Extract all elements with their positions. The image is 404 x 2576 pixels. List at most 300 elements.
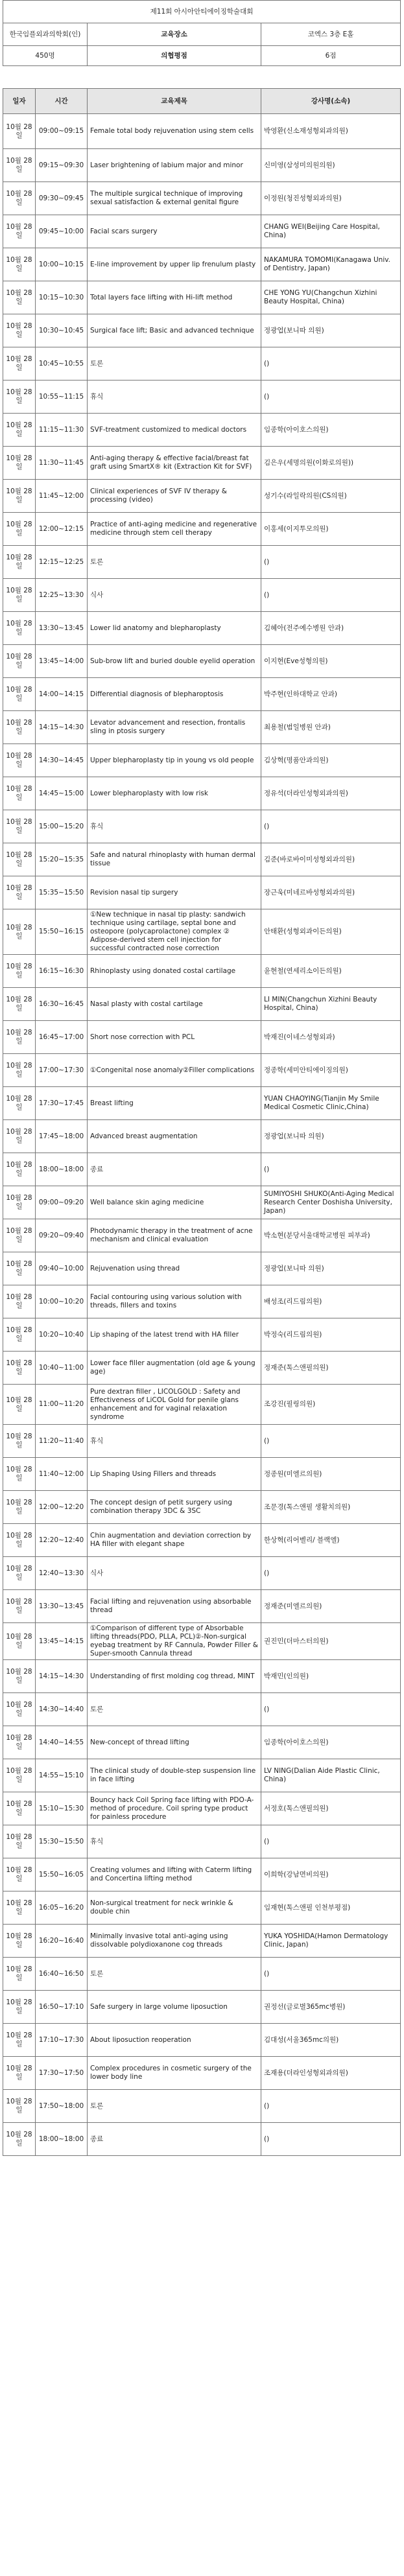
session-date: 10월 28일 — [3, 1660, 36, 1693]
session-time: 10:40~11:00 — [36, 1352, 88, 1385]
session-time: 09:00~09:20 — [36, 1186, 88, 1219]
session-date: 10월 28일 — [3, 645, 36, 678]
session-time: 14:40~14:55 — [36, 1726, 88, 1759]
session-time: 12:00~12:15 — [36, 513, 88, 546]
session-title: Revision nasal tip surgery — [88, 876, 261, 909]
session-title: Upper blepharoplasty tip in young vs old people — [88, 744, 261, 777]
session-title: Differential diagnosis of blepharoptosis — [88, 678, 261, 711]
session-row — [3, 843, 401, 876]
col-header-date: 일자 — [3, 89, 36, 114]
session-title: 종료 — [88, 1153, 261, 1186]
session-date: 10월 28일 — [3, 1186, 36, 1219]
session-title: Laser brightening of labium major and minor — [88, 149, 261, 182]
session-time: 18:00~18:00 — [36, 2123, 88, 2156]
session-time: 12:20~12:40 — [36, 1524, 88, 1557]
session-speaker: 조강진(필링의원) — [261, 1385, 401, 1425]
session-time: 13:30~13:45 — [36, 1590, 88, 1623]
session-title: ①Comparison of different type of Absorbable lifting threads(PDO, PLLA, PCL)②-Non-surgical eyebag treatment by RF Cannula, Powder Filler & Super-smooth Cannula thread — [88, 1623, 261, 1660]
session-speaker: 김혜아(전주예수병원 안과) — [261, 612, 401, 645]
session-row — [3, 1054, 401, 1087]
session-row — [3, 381, 401, 414]
session-speaker: 서정호(톡스앤필의원) — [261, 1792, 401, 1825]
session-title: Lower blepharoplasty with low risk — [88, 777, 261, 810]
session-speaker: 한상혁(리어벨리/ 블랙엘) — [261, 1524, 401, 1557]
session-speaker: SUMIYOSHI SHUKO(Anti-Aging Medical Research Center Doshisha University, Japan) — [261, 1186, 401, 1219]
session-time: 17:10~17:30 — [36, 2024, 88, 2057]
title-row — [3, 1, 401, 23]
session-speaker: LI MIN(Changchun Xizhini Beauty Hospital, China) — [261, 988, 401, 1021]
session-row — [3, 1792, 401, 1825]
session-date: 10월 28일 — [3, 843, 36, 876]
session-title: Advanced breast augmentation — [88, 1120, 261, 1153]
session-date: 10월 28일 — [3, 1318, 36, 1352]
session-row — [3, 513, 401, 546]
session-row — [3, 1825, 401, 1858]
session-date: 10월 28일 — [3, 711, 36, 744]
session-title: About liposuction reoperation — [88, 2024, 261, 2057]
session-title: 식사 — [88, 579, 261, 612]
session-row — [3, 1524, 401, 1557]
session-title: Facial lifting and rejuvenation using absorbable thread — [88, 1590, 261, 1623]
session-row — [3, 314, 401, 347]
session-title: 휴식 — [88, 1425, 261, 1458]
session-speaker: 신미영(삼성미의원의원) — [261, 149, 401, 182]
session-speaker: () — [261, 1557, 401, 1590]
session-title: Rhinoplasty using donated costal cartilage — [88, 955, 261, 988]
session-date: 10월 28일 — [3, 149, 36, 182]
session-time: 09:15~09:30 — [36, 149, 88, 182]
session-title: Non-surgical treatment for neck wrinkle & double chin — [88, 1891, 261, 1925]
session-title: Safe and natural rhinoplasty with human dermal tissue — [88, 843, 261, 876]
session-time: 16:20~16:40 — [36, 1925, 88, 1958]
session-row — [3, 1385, 401, 1425]
session-row — [3, 2123, 401, 2156]
session-time: 09:20~09:40 — [36, 1219, 88, 1252]
session-speaker: 최용철(범일병원 안과) — [261, 711, 401, 744]
session-title: The clinical study of double-step suspension line in face lifting — [88, 1759, 261, 1792]
session-row — [3, 1252, 401, 1285]
session-speaker: 박재진(이네스성형외과) — [261, 1021, 401, 1054]
session-title: Minimally invasive total anti-aging using dissolvable polydioxanone cog threads — [88, 1925, 261, 1958]
session-title: 식사 — [88, 1557, 261, 1590]
session-date: 10월 28일 — [3, 1219, 36, 1252]
session-speaker: 정재준(톡스앤필의원) — [261, 1352, 401, 1385]
session-date: 10월 28일 — [3, 1120, 36, 1153]
session-date: 10월 28일 — [3, 1087, 36, 1120]
session-speaker: 이지현(Eve성형의원) — [261, 645, 401, 678]
session-time: 10:30~10:45 — [36, 314, 88, 347]
session-title: Safe surgery in large volume liposuction — [88, 1991, 261, 2024]
session-row — [3, 988, 401, 1021]
session-row — [3, 1991, 401, 2024]
session-time: 11:15~11:30 — [36, 414, 88, 447]
session-speaker: 장근욱(미네르바성형외과의원) — [261, 876, 401, 909]
session-row — [3, 1925, 401, 1958]
session-row — [3, 744, 401, 777]
session-time: 11:20~11:40 — [36, 1425, 88, 1458]
session-row — [3, 1285, 401, 1318]
session-speaker: 임종학(아이호스의원) — [261, 414, 401, 447]
session-speaker: () — [261, 1693, 401, 1726]
session-speaker: 권진민(더마스터의원) — [261, 1623, 401, 1660]
session-time: 14:30~14:45 — [36, 744, 88, 777]
edu-place-value: 코엑스 3층 E홀 — [261, 23, 401, 46]
session-date: 10월 28일 — [3, 579, 36, 612]
session-row — [3, 1021, 401, 1054]
session-speaker: 배성조(리드림의원) — [261, 1285, 401, 1318]
session-time: 17:00~17:30 — [36, 1054, 88, 1087]
session-time: 15:00~15:20 — [36, 810, 88, 843]
session-date: 10월 28일 — [3, 447, 36, 480]
session-row — [3, 1087, 401, 1120]
session-title: Lip Shaping Using Fillers and threads — [88, 1458, 261, 1491]
session-row — [3, 546, 401, 579]
session-time: 15:50~16:15 — [36, 909, 88, 955]
col-header-time: 시간 — [36, 89, 88, 114]
session-title: 휴식 — [88, 1825, 261, 1858]
session-date: 10월 28일 — [3, 1891, 36, 1925]
session-speaker: 김대성(서울365mc의원) — [261, 2024, 401, 2057]
session-time: 17:45~18:00 — [36, 1120, 88, 1153]
session-date: 10월 28일 — [3, 1958, 36, 1991]
session-time: 11:30~11:45 — [36, 447, 88, 480]
session-title: Levator advancement and resection, frontalis sling in ptosis surgery — [88, 711, 261, 744]
col-header-title: 교육제목 — [88, 89, 261, 114]
session-speaker: 김은우(세명의원(이화로의원)) — [261, 447, 401, 480]
session-speaker: 정유석(더라인성형외과의원) — [261, 777, 401, 810]
session-time: 14:00~14:15 — [36, 678, 88, 711]
session-speaker: 박영환(신소재성형외과의원) — [261, 114, 401, 149]
session-time: 09:40~10:00 — [36, 1252, 88, 1285]
session-row — [3, 1352, 401, 1385]
session-time: 10:15~10:30 — [36, 281, 88, 314]
session-row — [3, 579, 401, 612]
session-date: 10월 28일 — [3, 1352, 36, 1385]
session-title: ①New technique in nasal tip plasty: sandwich technique using cartilage, septal bone and osteopore (polycaprolactone) complex ② Adipose-derived stem cell injection for successful contracted nose correction — [88, 909, 261, 955]
session-row — [3, 1891, 401, 1925]
spacer-row — [3, 66, 401, 89]
session-date: 10월 28일 — [3, 513, 36, 546]
session-title: Well balance skin aging medicine — [88, 1186, 261, 1219]
session-speaker: () — [261, 2123, 401, 2156]
session-row — [3, 711, 401, 744]
schedule-table — [3, 0, 401, 2156]
session-date: 10월 28일 — [3, 281, 36, 314]
session-speaker: () — [261, 1425, 401, 1458]
session-time: 17:50~18:00 — [36, 2090, 88, 2123]
session-row — [3, 810, 401, 843]
session-speaker: () — [261, 546, 401, 579]
session-time: 17:30~17:45 — [36, 1087, 88, 1120]
session-row — [3, 1623, 401, 1660]
session-title: Lower lid anatomy and blepharoplasty — [88, 612, 261, 645]
session-title: Female total body rejuvenation using stem cells — [88, 114, 261, 149]
session-title: Chin augmentation and deviation correction by HA filler with elegant shape — [88, 1524, 261, 1557]
session-time: 09:00~09:15 — [36, 114, 88, 149]
session-date: 10월 28일 — [3, 1557, 36, 1590]
session-date: 10월 28일 — [3, 414, 36, 447]
session-row — [3, 955, 401, 988]
session-date: 10월 28일 — [3, 1252, 36, 1285]
session-title: Lower face filler augmentation (old age & young age) — [88, 1352, 261, 1385]
session-speaker: 박주현(인하대학교 안과) — [261, 678, 401, 711]
session-date: 10월 28일 — [3, 1623, 36, 1660]
session-title: 토론 — [88, 1693, 261, 1726]
session-row — [3, 1693, 401, 1726]
info-row-2 — [3, 46, 401, 66]
session-row — [3, 347, 401, 381]
session-speaker: 정광업(보니따 의원) — [261, 314, 401, 347]
document-title: 제11회 아시아안티에이징학술대회 — [3, 1, 401, 23]
session-speaker: 김상혁(명품안과의원) — [261, 744, 401, 777]
session-row — [3, 1660, 401, 1693]
session-time: 10:20~10:40 — [36, 1318, 88, 1352]
session-row — [3, 1120, 401, 1153]
session-time: 11:00~11:20 — [36, 1385, 88, 1425]
session-speaker: 성기수(라일락의원(CS의원) — [261, 480, 401, 513]
session-date: 10월 28일 — [3, 1285, 36, 1318]
session-date: 10월 28일 — [3, 876, 36, 909]
session-speaker: 임종학(아이호스의원) — [261, 1726, 401, 1759]
session-row — [3, 215, 401, 248]
session-time: 11:45~12:00 — [36, 480, 88, 513]
session-date: 10월 28일 — [3, 314, 36, 347]
session-row — [3, 909, 401, 955]
edu-place-label-text: 교육장소 — [161, 30, 187, 38]
session-title: 토론 — [88, 2090, 261, 2123]
session-date: 10월 28일 — [3, 114, 36, 149]
session-date: 10월 28일 — [3, 988, 36, 1021]
session-date: 10월 28일 — [3, 2057, 36, 2090]
session-speaker: CHE YONG YU(Changchun Xizhini Beauty Hospital, China) — [261, 281, 401, 314]
session-time: 16:45~17:00 — [36, 1021, 88, 1054]
session-date: 10월 28일 — [3, 248, 36, 281]
session-row — [3, 1958, 401, 1991]
session-date: 10월 28일 — [3, 381, 36, 414]
session-time: 16:05~16:20 — [36, 1891, 88, 1925]
session-date: 10월 28일 — [3, 1021, 36, 1054]
session-date: 10월 28일 — [3, 1458, 36, 1491]
session-time: 13:30~13:45 — [36, 612, 88, 645]
session-title: Rejuvenation using thread — [88, 1252, 261, 1285]
session-time: 12:40~13:30 — [36, 1557, 88, 1590]
session-time: 10:45~10:55 — [36, 347, 88, 381]
session-time: 10:55~11:15 — [36, 381, 88, 414]
session-date: 10월 28일 — [3, 810, 36, 843]
session-speaker: 정종원(미엘르의원) — [261, 1458, 401, 1491]
session-title: Clinical experiences of SVF IV therapy & processing (video) — [88, 480, 261, 513]
session-time: 15:10~15:30 — [36, 1792, 88, 1825]
session-date: 10월 28일 — [3, 215, 36, 248]
session-date: 10월 28일 — [3, 744, 36, 777]
session-row — [3, 1219, 401, 1252]
session-time: 14:45~15:00 — [36, 777, 88, 810]
session-speaker: 안태환(성형외과이든의원) — [261, 909, 401, 955]
credits-label: 의협평점 — [88, 46, 261, 66]
attendees-cell: 450명 — [3, 46, 88, 66]
session-date: 10월 28일 — [3, 678, 36, 711]
session-row — [3, 248, 401, 281]
session-speaker: 정재준(미엘르의원) — [261, 1590, 401, 1623]
session-row — [3, 777, 401, 810]
session-row — [3, 2024, 401, 2057]
session-row — [3, 876, 401, 909]
session-title: Complex procedures in cosmetic surgery of the lower body line — [88, 2057, 261, 2090]
session-title: Nasal plasty with costal cartilage — [88, 988, 261, 1021]
session-title: Facial scars surgery — [88, 215, 261, 248]
session-speaker: 정종학(세미안티에이징의원) — [261, 1054, 401, 1087]
session-title: SVF-treatment customized to medical doctors — [88, 414, 261, 447]
session-date: 10월 28일 — [3, 2024, 36, 2057]
session-time: 16:50~17:10 — [36, 1991, 88, 2024]
session-speaker: 이홍세(이지투모의원) — [261, 513, 401, 546]
session-speaker: 조문경(톡스앤필 생활치의원) — [261, 1491, 401, 1524]
session-title: Lip shaping of the latest trend with HA filler — [88, 1318, 261, 1352]
session-row — [3, 480, 401, 513]
session-speaker: () — [261, 1153, 401, 1186]
session-speaker: 박재민(인의원) — [261, 1660, 401, 1693]
session-date: 10월 28일 — [3, 1991, 36, 2024]
session-speaker: () — [261, 1958, 401, 1991]
session-date: 10월 28일 — [3, 2090, 36, 2123]
session-time: 15:35~15:50 — [36, 876, 88, 909]
session-speaker: 윤현철(연세리소이든의원) — [261, 955, 401, 988]
session-title: Photodynamic therapy in the treatment of acne mechanism and clinical evaluation — [88, 1219, 261, 1252]
session-time: 17:30~17:50 — [36, 2057, 88, 2090]
session-speaker: LV NING(Dalian Aide Plastic Clinic, China) — [261, 1759, 401, 1792]
session-time: 10:00~10:15 — [36, 248, 88, 281]
session-date: 10월 28일 — [3, 546, 36, 579]
session-title: Practice of anti-aging medicine and regenerative medicine through stem cell therapy — [88, 513, 261, 546]
session-row — [3, 1425, 401, 1458]
session-speaker: NAKAMURA TOMOMI(Kanagawa Univ. of Dentistry, Japan) — [261, 248, 401, 281]
session-speaker: 박소현(분당서울대학교병원 피부과) — [261, 1219, 401, 1252]
session-time: 14:55~15:10 — [36, 1759, 88, 1792]
session-title: Breast lifting — [88, 1087, 261, 1120]
session-time: 10:00~10:20 — [36, 1285, 88, 1318]
session-date: 10월 28일 — [3, 1385, 36, 1425]
session-title: Anti-aging therapy & effective facial/breast fat graft using SmartX® kit (Extraction Kit for SVF) — [88, 447, 261, 480]
session-time: 13:45~14:15 — [36, 1623, 88, 1660]
session-time: 09:45~10:00 — [36, 215, 88, 248]
session-time: 16:15~16:30 — [36, 955, 88, 988]
col-header-speaker: 강사명(소속) — [261, 89, 401, 114]
session-row — [3, 414, 401, 447]
session-date: 10월 28일 — [3, 1825, 36, 1858]
session-row — [3, 645, 401, 678]
session-row — [3, 281, 401, 314]
session-speaker: 정광업(보니따 의원) — [261, 1252, 401, 1285]
session-title: Short nose correction with PCL — [88, 1021, 261, 1054]
session-speaker: () — [261, 810, 401, 843]
session-row — [3, 1557, 401, 1590]
session-date: 10월 28일 — [3, 1153, 36, 1186]
session-row — [3, 1726, 401, 1759]
session-row — [3, 1318, 401, 1352]
session-title: Sub-brow lift and buried double eyelid operation — [88, 645, 261, 678]
session-title: Creating volumes and lifting with Caterm lifting and Concertina lifting method — [88, 1858, 261, 1891]
session-date: 10월 28일 — [3, 1759, 36, 1792]
session-date: 10월 28일 — [3, 612, 36, 645]
session-time: 12:00~12:20 — [36, 1491, 88, 1524]
session-speaker: () — [261, 579, 401, 612]
session-date: 10월 28일 — [3, 1425, 36, 1458]
session-row — [3, 149, 401, 182]
session-row — [3, 1759, 401, 1792]
column-header-row — [3, 89, 401, 114]
session-date: 10월 28일 — [3, 777, 36, 810]
session-title: New-concept of thread lifting — [88, 1726, 261, 1759]
session-title: Facial contouring using various solution with threads, fillers and toxins — [88, 1285, 261, 1318]
session-row — [3, 1186, 401, 1219]
session-date: 10월 28일 — [3, 182, 36, 215]
session-date: 10월 28일 — [3, 1693, 36, 1726]
session-speaker: 김준(바로바이미성형외과의원) — [261, 843, 401, 876]
session-row — [3, 114, 401, 149]
session-speaker: 이정원(청진성형외과의원) — [261, 182, 401, 215]
session-time: 12:25~13:30 — [36, 579, 88, 612]
session-title: 토론 — [88, 1958, 261, 1991]
session-date: 10월 28일 — [3, 2123, 36, 2156]
session-row — [3, 1458, 401, 1491]
session-time: 13:45~14:00 — [36, 645, 88, 678]
session-date: 10월 28일 — [3, 347, 36, 381]
session-row — [3, 2090, 401, 2123]
session-speaker: () — [261, 1825, 401, 1858]
session-title: ①Congenital nose anomaly②Filler complications — [88, 1054, 261, 1087]
session-speaker: 조재용(더라인성형외과의원) — [261, 2057, 401, 2090]
session-time: 15:30~15:50 — [36, 1825, 88, 1858]
session-time: 11:40~12:00 — [36, 1458, 88, 1491]
session-row — [3, 1153, 401, 1186]
session-date: 10월 28일 — [3, 1054, 36, 1087]
session-row — [3, 612, 401, 645]
session-row — [3, 1590, 401, 1623]
session-row — [3, 447, 401, 480]
session-date: 10월 28일 — [3, 1590, 36, 1623]
session-speaker: CHANG WEI(Beijing Care Hospital, China) — [261, 215, 401, 248]
session-time: 14:30~14:40 — [36, 1693, 88, 1726]
session-date: 10월 28일 — [3, 1524, 36, 1557]
session-speaker: YUAN CHAOYING(Tianjin My Smile Medical Cosmetic Clinic,China) — [261, 1087, 401, 1120]
session-title: E-line improvement by upper lip frenulum plasty — [88, 248, 261, 281]
session-time: 14:15~14:30 — [36, 711, 88, 744]
organizer-cell: 한국임플외과의학회(인) — [3, 23, 88, 46]
session-speaker: 권정선(글로벌365mc병원) — [261, 1991, 401, 2024]
session-speaker: () — [261, 381, 401, 414]
session-title: 토론 — [88, 347, 261, 381]
session-speaker: () — [261, 347, 401, 381]
edu-place-label — [88, 23, 261, 46]
credits-value: 6점 — [261, 46, 401, 66]
session-date: 10월 28일 — [3, 955, 36, 988]
session-speaker: 박정숙(리드림의원) — [261, 1318, 401, 1352]
session-title: Total layers face lifting with Hi-lift method — [88, 281, 261, 314]
session-speaker: () — [261, 2090, 401, 2123]
session-time: 15:20~15:35 — [36, 843, 88, 876]
session-title: Pure dextran filler , LICOLGOLD : Safety and Effectiveness of LiCOL Gold for penile glans enhancement and for vaginal relaxation syndrome — [88, 1385, 261, 1425]
session-speaker: 정광업(보니따 의원) — [261, 1120, 401, 1153]
session-date: 10월 28일 — [3, 480, 36, 513]
session-row — [3, 1491, 401, 1524]
session-speaker: 임재현(톡스앤필 인천부평점) — [261, 1891, 401, 1925]
session-date: 10월 28일 — [3, 1925, 36, 1958]
session-speaker: YUKA YOSHIDA(Hamon Dermatology Clinic, Japan) — [261, 1925, 401, 1958]
session-title: 휴식 — [88, 381, 261, 414]
session-date: 10월 28일 — [3, 909, 36, 955]
session-speaker: 이희학(강남면비의원) — [261, 1858, 401, 1891]
session-title: 휴식 — [88, 810, 261, 843]
